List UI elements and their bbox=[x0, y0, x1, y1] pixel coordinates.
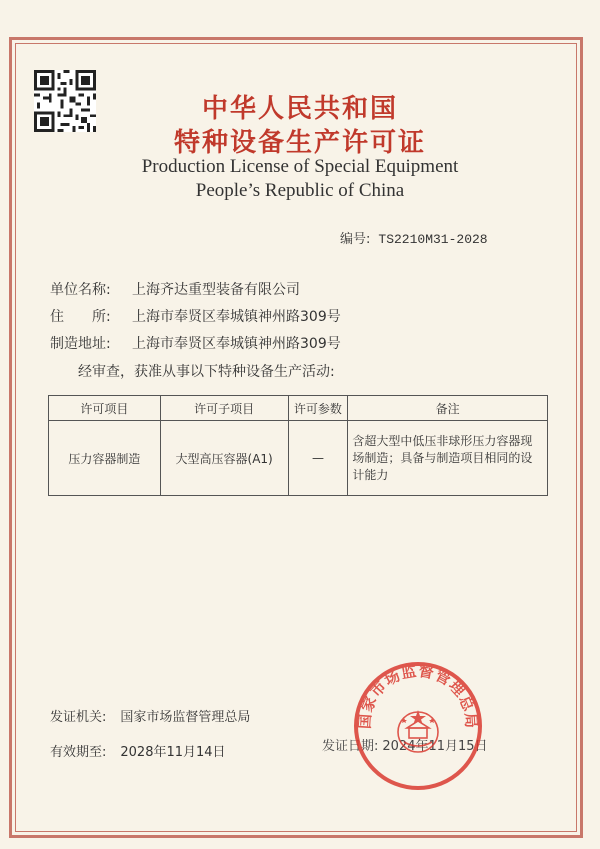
header-sub-item: 许可子项目 bbox=[160, 396, 288, 421]
title-en-line2: People’s Republic of China bbox=[195, 180, 405, 201]
issuer-row bbox=[50, 706, 250, 725]
issuer-label: 发证机关: bbox=[50, 710, 107, 725]
company-value: 上海齐达重型装备有限公司 bbox=[132, 282, 300, 298]
company-label: 单位名称: bbox=[50, 282, 111, 298]
address-field bbox=[50, 306, 341, 326]
license-number-value: TS2210M31-2028 bbox=[378, 232, 488, 247]
factory-label: 制造地址: bbox=[50, 336, 111, 352]
validity-label: 有效期至: bbox=[50, 745, 107, 760]
official-seal-icon bbox=[352, 660, 484, 792]
title-cn-line1: 中华人民共和国 bbox=[201, 94, 398, 124]
title-cn-line2: 特种设备生产许可证 bbox=[173, 128, 426, 158]
header-parameter: 许可参数 bbox=[288, 396, 348, 421]
issuer-value: 国家市场监督管理总局 bbox=[120, 710, 251, 725]
validity-row bbox=[50, 741, 226, 760]
intro-text: 经审查，获准从事以下特种设备生产活动: bbox=[78, 364, 335, 380]
validity-value: 2028年11月14日 bbox=[120, 745, 226, 760]
factory-value: 上海市奉贤区奉城镇神州路309号 bbox=[132, 336, 341, 352]
issue-date-label: 发证日期: bbox=[322, 739, 379, 754]
issue-date-value: 2024年11月15日 bbox=[382, 739, 488, 754]
header-item: 许可项目 bbox=[49, 396, 161, 421]
permit-table bbox=[48, 395, 548, 496]
address-value: 上海市奉贤区奉城镇神州路309号 bbox=[132, 309, 341, 325]
header-notes: 备注 bbox=[348, 396, 548, 421]
license-number-label: 编号: bbox=[340, 232, 371, 247]
address-label: 住 所: bbox=[50, 309, 111, 325]
table-header-row bbox=[49, 396, 548, 421]
cell-parameter: — bbox=[288, 421, 348, 496]
cell-sub-item: 大型高压容器(A1) bbox=[160, 421, 288, 496]
license-number bbox=[340, 228, 488, 247]
company-field bbox=[50, 279, 300, 299]
table-row bbox=[49, 421, 548, 496]
cell-notes: 含超大型中低压非球形压力容器现场制造；具备与制造项目相同的设计能力 bbox=[348, 421, 548, 496]
cell-item: 压力容器制造 bbox=[49, 421, 161, 496]
title-en-line1: Production License of Special Equipment bbox=[141, 156, 459, 177]
svg-text:国家市场监督管理总局: 国家市场监督管理总局 bbox=[355, 661, 481, 730]
factory-field bbox=[50, 333, 341, 353]
